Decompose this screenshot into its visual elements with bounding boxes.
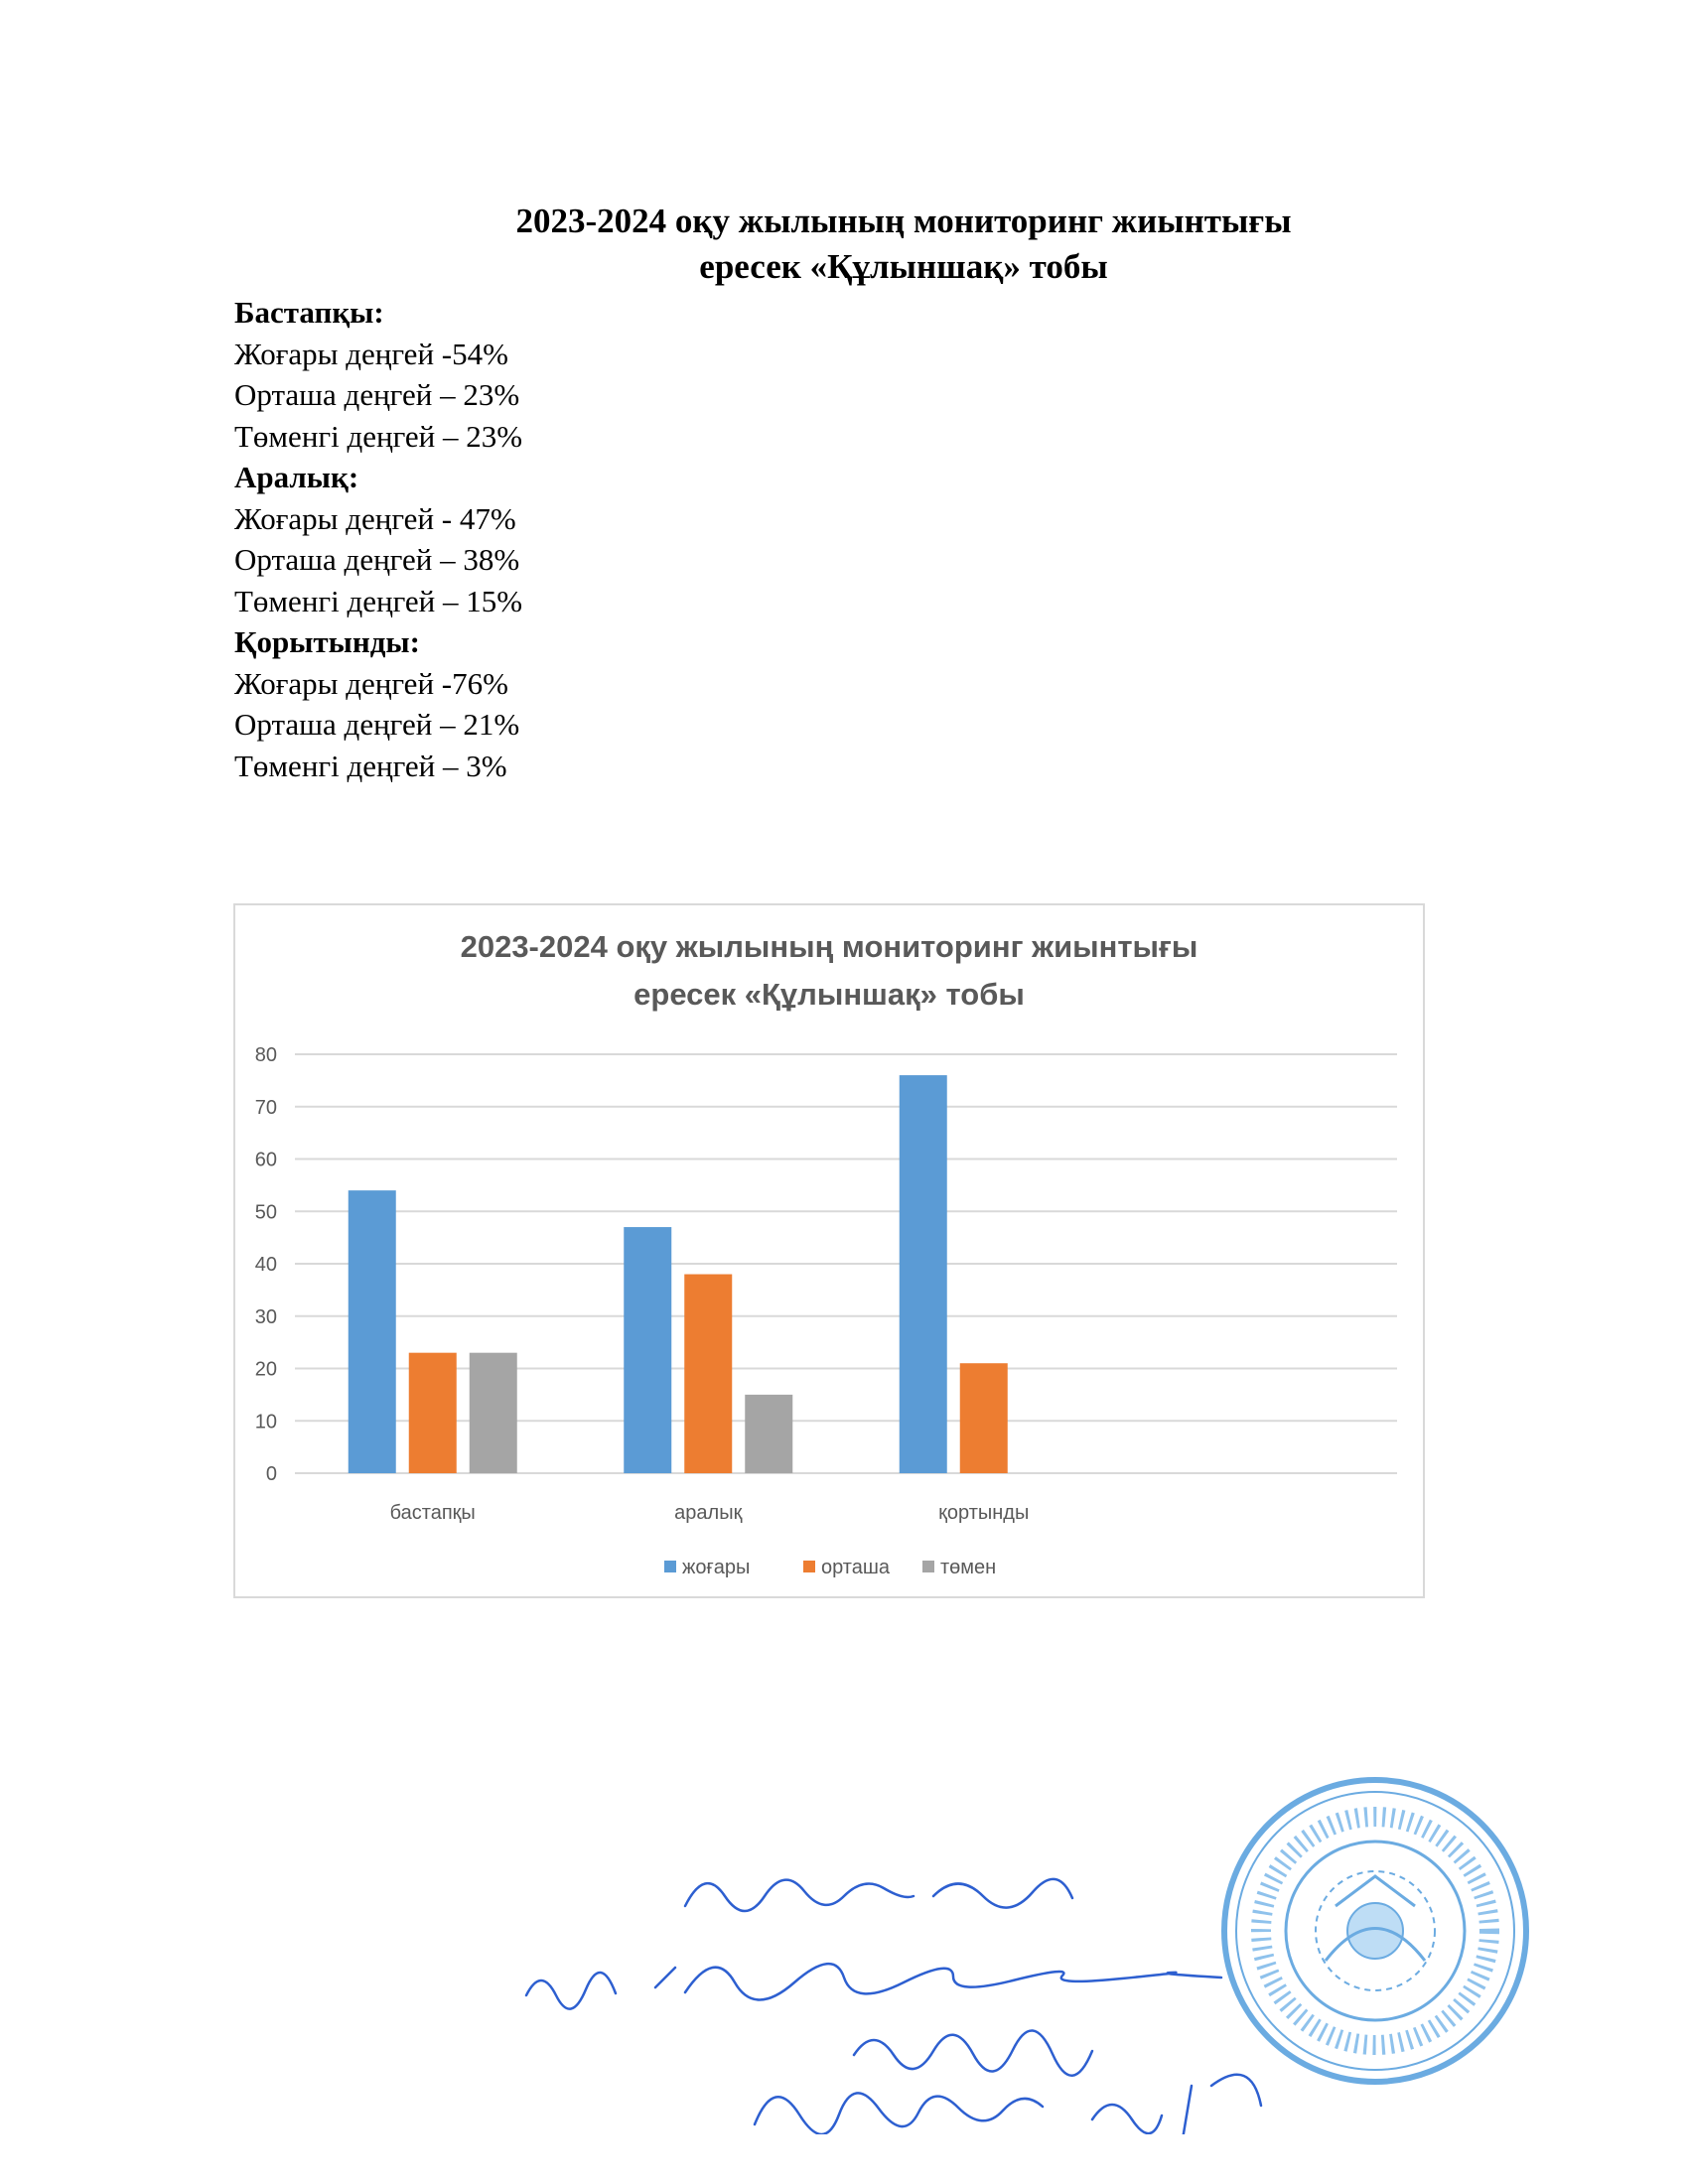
- y-tick-label: 80: [254, 1044, 277, 1066]
- level-line: Жоғары деңгей -54%: [234, 336, 508, 371]
- y-tick-label: 30: [254, 1305, 277, 1328]
- bar-жоғары: [624, 1227, 671, 1473]
- y-tick-label: 0: [265, 1463, 277, 1485]
- section-heading: Аралық:: [234, 460, 359, 494]
- legend-label: орташа: [821, 1557, 891, 1578]
- chart-title-line-1: 2023-2024 оқу жылының мониторинг жиынтығы: [460, 929, 1198, 964]
- level-line: Жоғары деңгей - 47%: [234, 500, 516, 536]
- chart-title-line-2: ересек «Құлыншақ» тобы: [633, 977, 1025, 1012]
- bar-төмен: [745, 1395, 792, 1473]
- bar-орташа: [684, 1275, 732, 1473]
- x-tick-label: қортынды: [938, 1502, 1030, 1524]
- y-tick-label: 20: [254, 1358, 277, 1381]
- y-tick-label: 40: [254, 1254, 277, 1276]
- y-tick-label: 60: [254, 1149, 277, 1171]
- legend-label: төмен: [940, 1557, 997, 1578]
- title-line-1: 2023-2024 оқу жылының мониторинг жиынтығы: [515, 202, 1292, 240]
- y-tick-label: 70: [254, 1096, 277, 1119]
- chart-legend: [664, 1557, 996, 1578]
- section-heading: Қорытынды:: [234, 624, 420, 659]
- level-line: Жоғары деңгей -76%: [234, 665, 508, 701]
- handwritten-signature: [526, 1879, 1261, 2134]
- official-stamp: [1224, 1780, 1526, 2082]
- bar-жоғары: [900, 1075, 947, 1473]
- legend-swatch: [664, 1561, 676, 1572]
- section-final: [234, 621, 522, 786]
- bar-төмен: [470, 1353, 517, 1473]
- level-line: Төменгі деңгей – 15%: [234, 583, 523, 618]
- chart-gridlines: [295, 1054, 1397, 1473]
- y-tick-label: 50: [254, 1201, 277, 1224]
- signature-stamp-area: [496, 1757, 1609, 2134]
- level-line: Орташа деңгей – 21%: [234, 707, 520, 742]
- bar-орташа: [409, 1353, 457, 1473]
- y-tick-label: 10: [254, 1411, 277, 1433]
- section-initial: [234, 292, 522, 457]
- bar-орташа: [960, 1363, 1008, 1473]
- chart-bars: [349, 1075, 1008, 1473]
- level-line: Орташа деңгей – 23%: [234, 377, 520, 412]
- bar-жоғары: [349, 1190, 396, 1473]
- x-axis-labels: [390, 1502, 1030, 1524]
- signature-and-stamp: [496, 1757, 1609, 2134]
- y-axis-ticks: [255, 1044, 277, 1485]
- section-heading: Бастапқы:: [234, 295, 384, 330]
- level-line: Төменгі деңгей – 3%: [234, 748, 507, 783]
- section-intermediate: [234, 457, 522, 621]
- legend-swatch: [922, 1561, 934, 1572]
- level-line: Төменгі деңгей – 23%: [234, 418, 523, 454]
- title-line-2: ересек «Құлыншақ» тобы: [699, 247, 1108, 286]
- x-tick-label: аралық: [674, 1502, 743, 1524]
- document-title: [0, 199, 1688, 290]
- bar-chart-card: [233, 903, 1425, 1598]
- legend-label: жоғары: [682, 1557, 751, 1578]
- monitoring-sections: [234, 292, 522, 786]
- bar-chart: [235, 905, 1423, 1596]
- legend-swatch: [803, 1561, 815, 1572]
- x-tick-label: бастапқы: [389, 1502, 476, 1524]
- level-line: Орташа деңгей – 38%: [234, 542, 520, 577]
